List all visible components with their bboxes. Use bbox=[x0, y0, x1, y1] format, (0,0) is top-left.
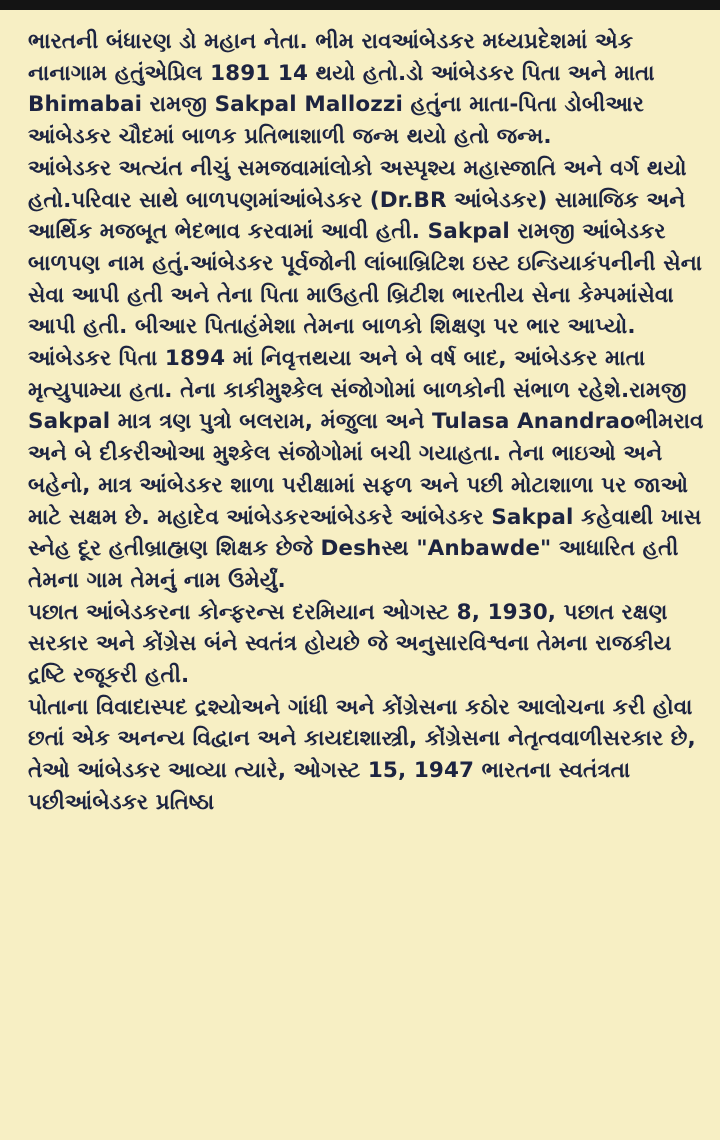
paragraph-1: ભારતની બંધારણ ડો મહાન નેતા. ભીમ રાવઆંબેડકર મધ્યપ્રદેશમાં એક નાનાગામ હતુંએપ્રિલ 1891 14 થયો હતો.ડો આંબેડકર પિતા અને માતા Bhimabai રામજી Sakpal Mallozzi હતુંના માતા-પિતા ડોબીઆર આંબેડકર ચૌદમાં બાળક પ્રતિભાશાળી જન્મ થયો હતો જન્મ. bbox=[28, 29, 655, 150]
paragraph-4: પોતાના વિવાદાસ્પદ દ્રશ્યોઅને ગાંધી અને કોંગ્રેસના કઠોર આલોચના કરી હોવા છતાં એક અનન્ય વિદ્વાન અને કાયદાશાસ્ત્રી, કોંગ્રેસના નેતૃત્વવાળીસરકાર છે, તેઓ આંબેડકર આવ્યા ત્યારે, ઓગસ્ટ 15, 1947 ભારતના સ્વતંત્રતા પછીઆંબેડકર પ્રતિષ્ઠા bbox=[28, 694, 696, 815]
article-body bbox=[28, 26, 704, 819]
status-bar-strip bbox=[0, 0, 720, 10]
paragraph-2: આંબેડકર અત્યંત નીચું સમજવામાંલોકો અસ્પૃશ્ય મહાસ્જાતિ અને વર્ગ થયો હતો.પરિવાર સાથે બાળપણમાંઆંબેડકર (Dr.BR આંબેડકર) સામાજિક અને આર્થિક મજબૂત ભેદભાવ કરવામાં આવી હતી. Sakpal રામજી આંબેડકર બાળપણ નામ હતું.આંબેડકર પૂર્વજોની લાંબાબ્રિટિશ ઇસ્ટ ઇન્ડિયાકંપનીની સેના સેવા આપી હતી અને તેના પિતા માઉહતી બ્રિટીશ ભારતીય સેના કેમ્પમાંસેવા આપી હતી. બીઆર પિતાહંમેશા તેમના બાળકો શિક્ષણ પર ભાર આપ્યો. આંબેડકર પિતા 1894 માં નિવૃત્તથયા અને બે વર્ષ બાદ, આંબેડકર માતા મૃત્યુપામ્યા હતા. તેના કાકીમુશ્કેલ સંજોગોમાં બાળકોની સંભાળ રહેશે.રામજી Sakpal માત્ર ત્રણ પુત્રો બલરામ, મંજુલા અને Tulasa Anandraoભીમરાવ અને બે દીકરીઓઆ મુશ્કેલ સંજોગોમાં બચી ગયાહતા. તેના ભાઇઓ અને બહેનો, માત્ર આંબેડકર શાળા પરીક્ષામાં સફળ અને પછી મોટાશાળા પર જાઓ માટે સક્ષમ છે. મહાદેવ આંબેડકરઆંબેડકરે આંબેડકર Sakpal કહેવાથી ખાસ સ્નેહ દૂર હતીબ્રાહ્મણ શિક્ષક છેજે Deshસ્થ "Anbawde" આધારિત હતી તેમના ગામ તેમનું નામ ઉમેર્યું. bbox=[28, 155, 704, 593]
document-page[interactable] bbox=[0, 10, 720, 1140]
paragraph-3: પછાત આંબેડકરના કોન્ફરન્સ દરમિયાન ઓગસ્ટ 8, 1930, પછાત રક્ષણ સરકાર અને કોંગ્રેસ બંને સ્વતંત્ર હોયછે જે અનુસારવિશ્વના તેમના રાજકીય દ્રષ્ટિ રજૂકરી હતી. bbox=[28, 599, 672, 689]
